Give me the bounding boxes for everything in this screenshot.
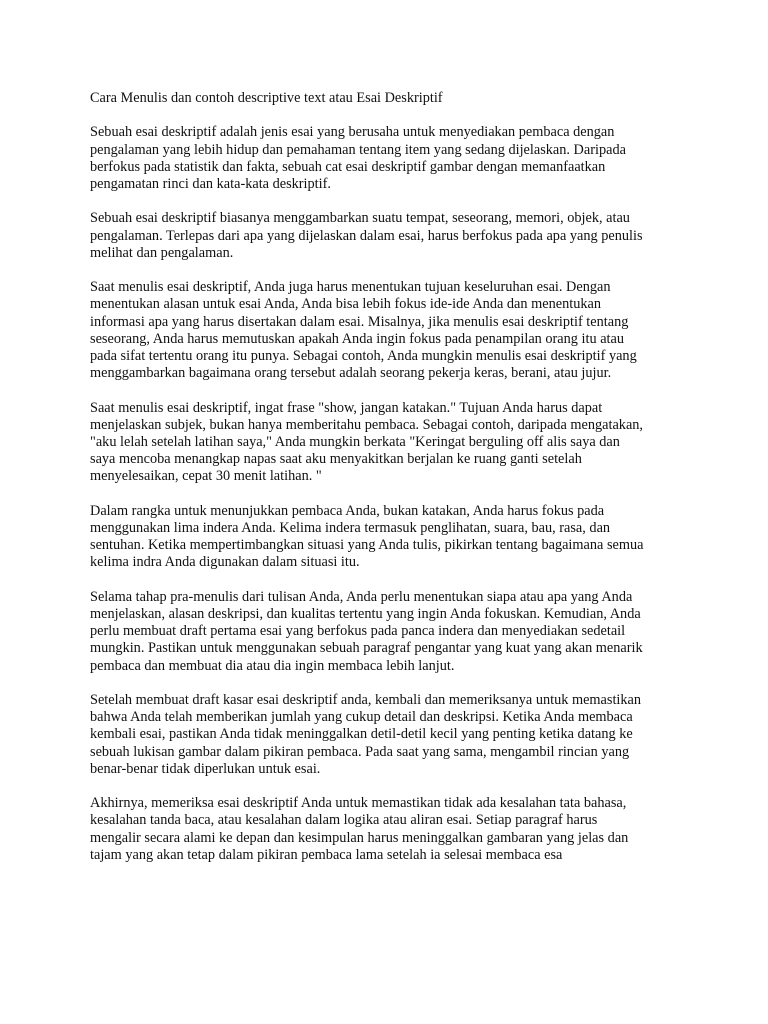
paragraph-line: menggunakan lima indera Anda. Kelima indera termasuk penglihatan, suara, bau, rasa, dan [90,520,611,536]
paragraph-line: kelima indra Anda digunakan dalam situasi itu. [90,554,360,571]
paragraph-line: Sebuah esai deskriptif adalah jenis esai yang berusaha untuk menyediakan pembaca dengan [90,124,615,141]
paragraph [90,210,690,262]
paragraph-line: Saat menulis esai deskriptif, ingat frase "show, jangan katakan." Tujuan Anda harus dapat [90,399,603,416]
paragraph-line: tajam yang akan tetap dalam pikiran pembaca lama setelah ia selesai membaca esa [90,846,563,863]
paragraph-line: Sebuah esai deskriptif biasanya menggambarkan suatu tempat, seseorang, memori, objek, atau [90,210,630,227]
paragraph-line: pengalaman yang lebih hidup dan pemahaman tentang item yang sedang dijelaskan. Daripada [90,141,626,158]
paragraph [90,589,690,675]
document-title: Cara Menulis dan contoh descriptive text atau Esai Deskriptif [90,90,443,106]
paragraph-line: bahwa Anda telah memberikan jumlah yang cukup detail dan deskripsi. Ketika Anda membaca [90,709,633,726]
paragraph-line: menyelesaikan, cepat 30 menit latihan. " [90,468,322,485]
paragraph [90,795,690,864]
paragraph-line: Selama tahap pra-menulis dari tulisan Anda, Anda perlu menentukan siapa atau apa yang Anda [90,588,633,605]
document-page [90,90,690,881]
paragraph-line: kesalahan tanda baca, atau kesalahan dalam logika atau aliran esai. Setiap paragraf harus [90,812,598,829]
paragraph-line: Dalam rangka untuk menunjukkan pembaca Anda, bukan katakan, Anda harus fokus pada [90,502,605,519]
paragraph-line: perlu membuat draft pertama esai yang berfokus pada panca indera dan menyediakan sedetail [90,623,626,640]
paragraph-line: menggambarkan bagaimana orang tersebut adalah seorang pekerja keras, berani, atau jujur. [90,365,612,382]
paragraph-line: melihat dan pengalaman. [90,244,234,261]
paragraph-line: informasi apa yang harus disertakan dalam esai. Misalnya, jika menulis esai deskriptif tentang [90,313,629,330]
paragraph [90,279,690,382]
paragraph-line: benar-benar tidak diperlukan untuk esai. [90,760,321,777]
paragraph-line: menjelaskan subjek, bukan hanya memberitahu pembaca. Sebagai contoh, daripada mengatakan, [90,416,644,433]
paragraph-line: menentukan alasan untuk esai Anda, Anda bisa lebih fokus ide-ide Anda dan menentukan [90,296,601,313]
paragraph-line: seseorang, Anda harus memutuskan apakah Anda ingin fokus pada penampilan orang itu atau [90,330,625,347]
paragraph-line: kembali esai, pastikan Anda tidak meninggalkan detil-detil kecil yang penting ketika datang ke [90,726,633,743]
paragraph-line: sentuhan. Ketika mempertimbangkan situasi yang Anda tulis, pikirkan tentang bagaimana semua [90,537,644,554]
paragraph-line: berfokus pada statistik dan fakta, sebuah cat esai deskriptif gambar dengan memanfaatkan [90,158,606,175]
paragraph-line: Saat menulis esai deskriptif, Anda juga harus menentukan tujuan keseluruhan esai. Dengan [90,279,611,296]
paragraph-line: Akhirnya, memeriksa esai deskriptif Anda untuk memastikan tidak ada kesalahan tata bahasa, [90,795,627,812]
paragraph-line: mungkin. Pastikan untuk menggunakan sebuah paragraf pengantar yang kuat yang akan menarik [90,640,643,657]
paragraph [90,124,690,193]
paragraph-line: pengalaman. Terlepas dari apa yang dijelaskan dalam esai, harus berfokus pada apa yang penulis [90,227,643,244]
paragraph [90,400,690,486]
paragraph-line: saya mencoba menangkap napas saat aku menyakitkan berjalan ke ruang ganti setelah [90,451,582,468]
paragraph-line: pada sifat tertentu orang itu punya. Sebagai contoh, Anda mungkin menulis esai deskriptif yang [90,348,637,364]
paragraph-line: pengamatan rinci dan kata-kata deskriptif. [90,176,331,192]
paragraph [90,503,690,572]
paragraph-line: Setelah membuat draft kasar esai deskriptif anda, kembali dan memeriksanya untuk memastikan [90,692,642,708]
paragraph [90,692,690,778]
paragraph-line: pembaca dan membuat dia atau dia ingin membaca lebih lanjut. [90,657,455,674]
paragraph-line: mengalir secara alami ke depan dan kesimpulan harus meninggalkan gambaran yang jelas dan [90,829,629,846]
paragraph-line: menjelaskan, alasan deskripsi, dan kualitas tertentu yang ingin Anda fokuskan. Kemudian, Anda [90,606,641,622]
document-body [90,124,690,864]
paragraph-line: "aku lelah setelah latihan saya," Anda mungkin berkata "Keringat berguling off alis saya dan [90,434,620,450]
paragraph-line: sebuah lukisan gambar dalam pikiran pembaca. Pada saat yang sama, mengambil rincian yang [90,743,630,760]
